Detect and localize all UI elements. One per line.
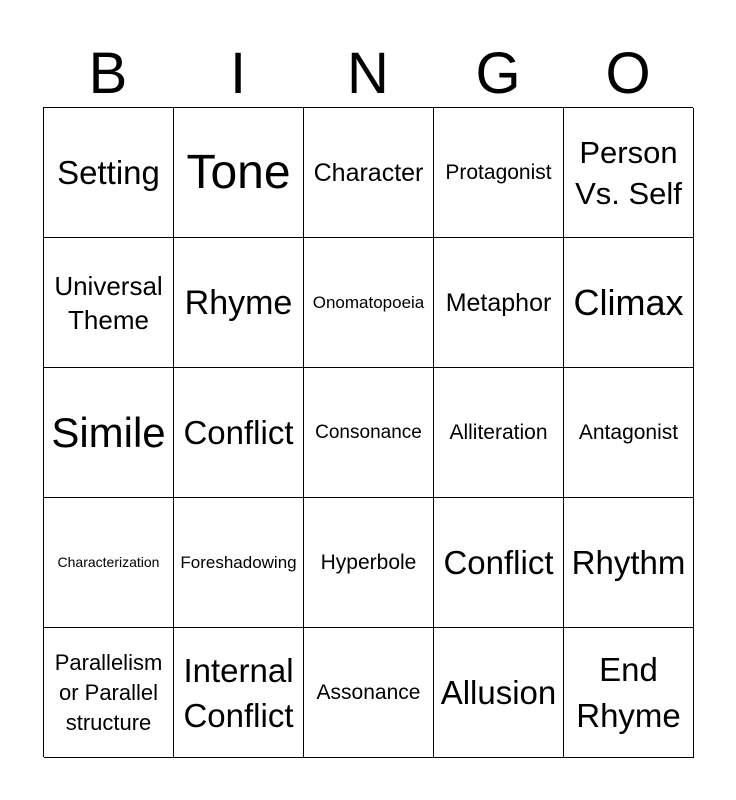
cell-text: Simile (51, 408, 166, 456)
cell-text: Allusion (440, 673, 557, 711)
bingo-grid (43, 107, 693, 757)
cell-text: Tone (186, 145, 291, 199)
bingo-cell[interactable] (44, 238, 174, 368)
header-letter-o: O (605, 41, 651, 106)
cell-text: Alliteration (449, 421, 548, 444)
cell-text: Person Vs. Self (575, 134, 682, 211)
bingo-cell[interactable] (174, 108, 304, 238)
header-letter-i: I (229, 41, 247, 106)
header-letter-g: G (475, 41, 521, 106)
cell-text: Consonance (315, 421, 422, 443)
cell-text: Internal Conflict (183, 651, 294, 734)
bingo-cell[interactable] (44, 368, 174, 498)
cell-text: Hyperbole (320, 551, 417, 574)
bingo-cell[interactable] (174, 498, 304, 628)
bingo-cell[interactable] (304, 498, 434, 628)
bingo-cell[interactable] (564, 498, 694, 628)
cell-text: Parallelism or Parallel structure (54, 649, 163, 735)
bingo-cell[interactable] (434, 498, 564, 628)
cell-text: Conflict (443, 543, 554, 581)
cell-text: Climax (573, 281, 684, 323)
bingo-cell[interactable] (44, 498, 174, 628)
cell-text: Characterization (57, 554, 160, 570)
bingo-header (43, 41, 693, 106)
bingo-cell[interactable] (174, 368, 304, 498)
bingo-cell[interactable] (564, 628, 694, 758)
cell-text: Protagonist (445, 161, 552, 184)
header-letter-n: N (347, 41, 389, 106)
bingo-cell[interactable] (434, 368, 564, 498)
cell-text: Conflict (183, 413, 294, 451)
bingo-cell[interactable] (304, 368, 434, 498)
bingo-cell[interactable] (564, 368, 694, 498)
bingo-cell[interactable] (44, 628, 174, 758)
bingo-cell[interactable] (434, 108, 564, 238)
bingo-cell[interactable] (564, 238, 694, 368)
bingo-cell[interactable] (44, 108, 174, 238)
bingo-cell[interactable] (434, 238, 564, 368)
bingo-cell[interactable] (304, 108, 434, 238)
header-letter-b: B (88, 41, 128, 106)
bingo-cell[interactable] (304, 238, 434, 368)
cell-text: Metaphor (445, 288, 552, 317)
cell-text: Antagonist (578, 421, 679, 444)
cell-text: Rhythm (571, 543, 686, 581)
cell-text: Setting (57, 153, 160, 191)
bingo-cell[interactable] (304, 628, 434, 758)
bingo-cell[interactable] (174, 628, 304, 758)
cell-text: Universal Theme (54, 270, 163, 335)
cell-text: End Rhyme (576, 650, 681, 734)
cell-text: Onomatopoeia (312, 292, 425, 312)
bingo-cell[interactable] (564, 108, 694, 238)
bingo-cell[interactable] (174, 238, 304, 368)
cell-text: Assonance (316, 681, 421, 704)
bingo-cell[interactable] (434, 628, 564, 758)
cell-text: Character (313, 158, 424, 187)
cell-text: Foreshadowing (180, 552, 297, 572)
cell-text: Rhyme (184, 283, 293, 322)
